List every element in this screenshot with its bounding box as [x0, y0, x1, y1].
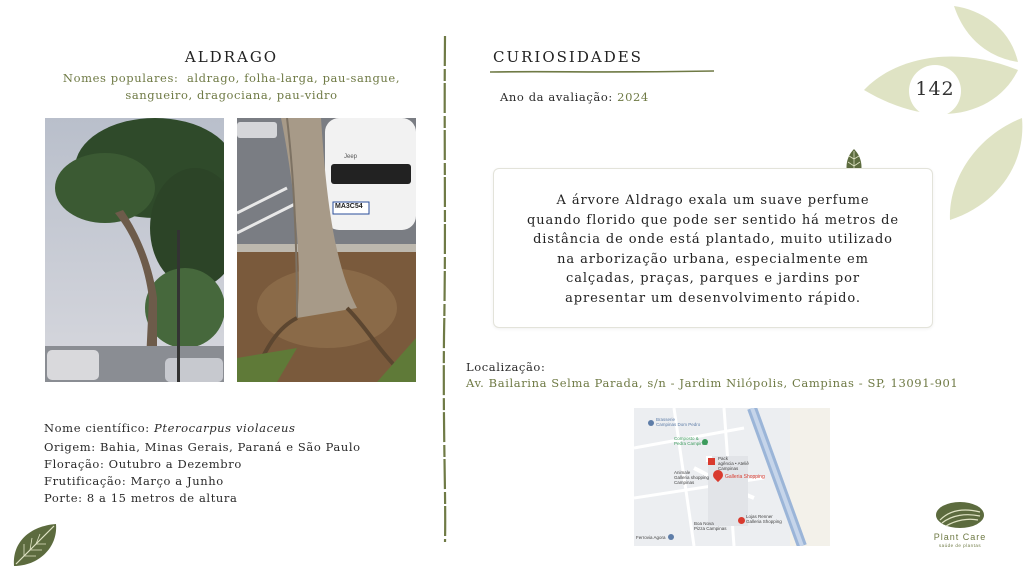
page-number: 142	[915, 78, 955, 100]
food-icon	[668, 534, 674, 540]
popular-names	[45, 70, 418, 104]
popular-names-label: Nomes populares:	[62, 71, 179, 85]
place-icon	[648, 420, 654, 426]
plant-care-logo-name: Plant Care	[933, 532, 987, 542]
map-label-4-line-1: Animale	[674, 470, 691, 475]
evaluation-year	[500, 90, 649, 104]
plant-details	[44, 420, 361, 507]
leaf-top-icon	[954, 6, 1018, 62]
map-label-1	[656, 417, 700, 427]
map-label-4-line-2: Galleria shopping	[674, 475, 710, 480]
fruiting-line: Frutificação: Março a Junho	[44, 474, 224, 488]
evaluation-year-value: 2024	[617, 90, 649, 104]
location-address: Av. Bailarina Selma Parada, s/n - Jardim Nilópolis, Campinas - SP, 13091-901	[466, 376, 959, 390]
map-label-5: Galleria Shopping	[725, 474, 765, 480]
title-underline	[490, 69, 714, 75]
map-label-8: Ferrovia Agora	[636, 535, 666, 540]
map-label-2-line-2: Pedra Campinas	[674, 441, 708, 446]
scientific-name-line	[44, 420, 361, 437]
map-label-2-line-1: Composto &	[674, 436, 699, 441]
tree-photo	[45, 118, 224, 382]
leaf-bottom-left-icon	[10, 520, 60, 570]
map-label-4-line-3: Campinas	[674, 480, 695, 485]
scientific-name-value: Pterocarpus violaceus	[154, 421, 296, 435]
map-label-3	[718, 456, 749, 471]
car-plate: MA3C54	[335, 203, 363, 210]
map-label-7	[694, 521, 727, 531]
map-label-3-line-3: Campinas	[718, 466, 739, 471]
popular-names-list-2: sangueiro, dragociana, pau-vidro	[125, 88, 338, 102]
vertical-divider	[440, 36, 450, 542]
scientific-name-label: Nome científico:	[44, 421, 150, 435]
plant-care-logo-tagline: saúde de plantas	[938, 543, 982, 548]
trunk-photo	[237, 118, 416, 382]
map-label-7-line-2: Pizza Campinas	[694, 526, 727, 531]
map-label-3-line-1: Pack	[718, 456, 729, 461]
map-label-6	[746, 514, 782, 524]
curiosity-card	[493, 168, 933, 328]
map-label-7-line-1: Boa Nova	[694, 521, 714, 526]
popular-names-list-1: aldrago, folha-larga, pau-sangue,	[186, 71, 401, 85]
curiosity-text: A árvore Aldrago exala um suave perfume quando florido que pode ser sentido há metros de distância de onde está plantado, muito utilizado na arborização urbana, especialmente em calçadas, praças, parques e jardins por apresentar um desenvolvimento rápido.	[526, 193, 900, 306]
map-label-1-line-1: Brasserie	[656, 417, 676, 422]
size-line: Porte: 8 a 15 metros de altura	[44, 491, 238, 505]
shop-icon	[708, 458, 715, 465]
map-label-3-line-2: agência • Ateliê	[718, 461, 749, 466]
leaf-bottom-icon	[950, 118, 1022, 220]
flowering-line: Floração: Outubro a Dezembro	[44, 457, 242, 471]
evaluation-year-label: Ano da avaliação:	[500, 90, 613, 104]
popular-names-line-1	[45, 70, 418, 87]
curiosities-title: CURIOSIDADES	[493, 48, 643, 66]
map-label-4	[674, 470, 709, 485]
origin-line: Origem: Bahia, Minas Gerais, Paraná e São Paulo	[44, 440, 361, 454]
map-label-1-line-2: Campinas Dom Pedro	[656, 422, 701, 427]
plant-title: ALDRAGO	[184, 48, 279, 66]
store-icon	[738, 517, 745, 524]
car-brand: Jeep	[344, 154, 358, 160]
location-map[interactable]	[634, 408, 830, 546]
map-label-6-line-1: Lojas Renner	[746, 514, 773, 519]
location-label: Localização:	[466, 360, 546, 374]
map-label-6-line-2: Galleria Shopping	[746, 519, 782, 524]
map-label-2	[674, 436, 708, 446]
plant-care-logo-icon	[934, 500, 986, 530]
